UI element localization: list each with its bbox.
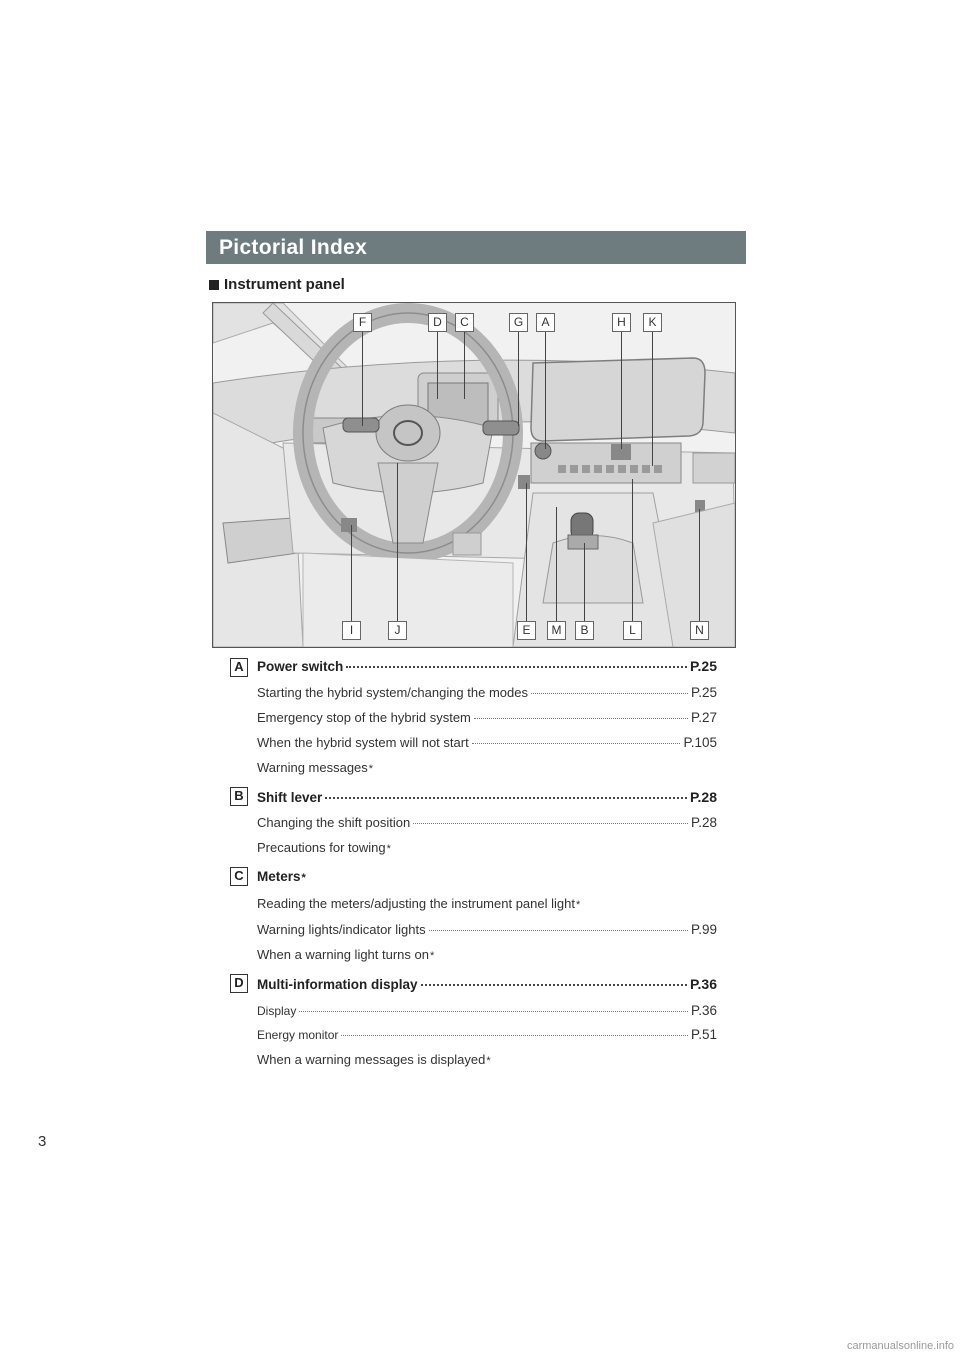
- entry-letter-badge: D: [230, 974, 248, 993]
- dot-leader: [299, 1011, 688, 1012]
- page-ref[interactable]: P.36: [690, 976, 717, 992]
- page-ref[interactable]: P.99: [690, 922, 717, 937]
- callout-label: G: [509, 313, 528, 332]
- dot-leader: [474, 718, 688, 719]
- callout-label: D: [428, 313, 447, 332]
- section-title: Pictorial Index: [206, 231, 746, 264]
- callout-label: J: [388, 621, 407, 640]
- sub-entry: Warning messages *: [257, 760, 374, 775]
- entry-letter-badge: A: [230, 658, 248, 677]
- callout-label: K: [643, 313, 662, 332]
- sub-entry-text: When a warning light turns on: [257, 947, 429, 962]
- page-ref[interactable]: P.36: [690, 1003, 717, 1018]
- instrument-panel-illustration: [212, 302, 736, 648]
- subheading-text: Instrument panel: [224, 276, 345, 293]
- sub-entry-text: Display: [257, 1004, 297, 1018]
- sub-entry-text: Energy monitor: [257, 1028, 339, 1042]
- callout-label: F: [353, 313, 372, 332]
- sub-entry-text: Emergency stop of the hybrid system: [257, 710, 471, 725]
- sub-entry[interactable]: [257, 815, 717, 830]
- sub-entry[interactable]: [257, 735, 717, 750]
- dot-leader: [413, 823, 688, 824]
- square-bullet-icon: [209, 280, 219, 290]
- sub-entry-text: Changing the shift position: [257, 815, 411, 830]
- page-ref[interactable]: P.28: [690, 789, 717, 805]
- sub-entry[interactable]: [257, 685, 717, 700]
- callout-label: E: [517, 621, 536, 640]
- dot-leader: [346, 666, 687, 668]
- sub-entry-text: Warning lights/indicator lights: [257, 922, 426, 937]
- page-ref[interactable]: P.51: [690, 1027, 717, 1042]
- entry-letter-badge: B: [230, 787, 248, 806]
- sub-entry: When a warning messages is displayed *: [257, 1052, 491, 1067]
- page-ref[interactable]: P.28: [690, 815, 717, 830]
- callout-layer: [213, 303, 736, 648]
- sub-entry[interactable]: [257, 922, 717, 937]
- sub-entry[interactable]: [257, 1003, 717, 1018]
- sub-entry[interactable]: [257, 710, 717, 725]
- entry-title: Power switch: [257, 659, 344, 674]
- sub-entry: When a warning light turns on *: [257, 947, 435, 962]
- sub-entry-text: Starting the hybrid system/changing the modes: [257, 685, 528, 700]
- index-entry[interactable]: [257, 658, 717, 674]
- dot-leader: [341, 1035, 688, 1036]
- entry-title: Meters: [257, 869, 301, 884]
- dot-leader: [429, 930, 688, 931]
- sub-entry-text: When the hybrid system will not start: [257, 735, 469, 750]
- sub-entry: Reading the meters/adjusting the instrument panel light *: [257, 896, 581, 911]
- dot-leader: [531, 693, 688, 694]
- dot-leader: [472, 743, 681, 744]
- page-ref[interactable]: P.25: [690, 685, 717, 700]
- callout-label: N: [690, 621, 709, 640]
- index-entry[interactable]: [257, 976, 717, 992]
- entry-letter-badge: C: [230, 867, 248, 886]
- watermark: carmanualsonline.info: [846, 1340, 954, 1352]
- sub-entry-text: Reading the meters/adjusting the instrument panel light: [257, 896, 575, 911]
- callout-label: L: [623, 621, 642, 640]
- page-ref[interactable]: P.25: [690, 658, 717, 674]
- index-entry: Meters *: [257, 869, 306, 884]
- callout-label: H: [612, 313, 631, 332]
- sub-entry: Precautions for towing *: [257, 840, 391, 855]
- sub-entry-text: Precautions for towing: [257, 840, 386, 855]
- callout-label: A: [536, 313, 555, 332]
- subheading: [209, 276, 345, 293]
- sub-entry-text: Warning messages: [257, 760, 368, 775]
- entry-title: Multi-information display: [257, 977, 418, 992]
- callout-label: C: [455, 313, 474, 332]
- callout-label: I: [342, 621, 361, 640]
- entry-title: Shift lever: [257, 790, 323, 805]
- callout-label: M: [547, 621, 566, 640]
- page-ref[interactable]: P.27: [690, 710, 717, 725]
- index-entry[interactable]: [257, 789, 717, 805]
- dot-leader: [421, 984, 688, 986]
- page-number: 3: [38, 1133, 47, 1150]
- sub-entry-text: When a warning messages is displayed: [257, 1052, 486, 1067]
- sub-entry[interactable]: [257, 1027, 717, 1042]
- dot-leader: [325, 797, 687, 799]
- page-ref[interactable]: P.105: [683, 735, 717, 750]
- callout-label: B: [575, 621, 594, 640]
